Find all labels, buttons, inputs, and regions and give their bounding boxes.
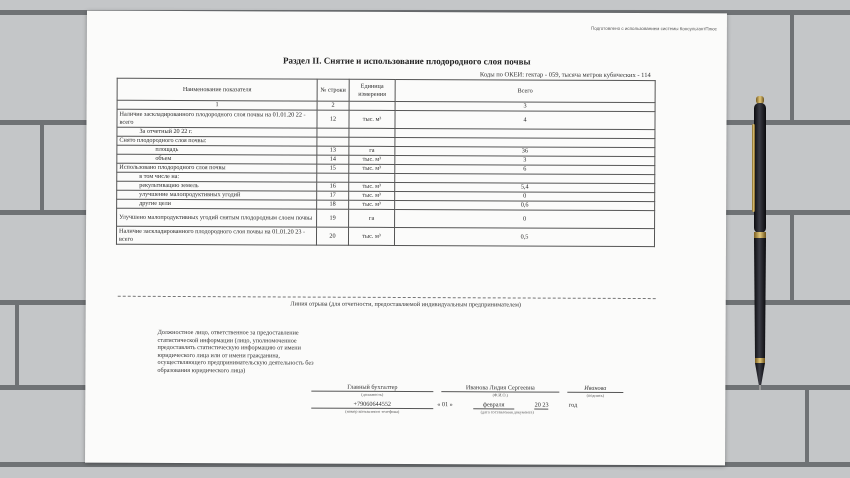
row-no <box>317 173 349 182</box>
row-total: 36 <box>395 146 655 156</box>
row-unit <box>349 137 395 146</box>
table-header-row <box>117 78 655 102</box>
name-value: Иванова Лидия Сергеевна <box>441 384 559 393</box>
table-row <box>117 109 655 129</box>
row-no: 12 <box>317 110 349 128</box>
row-no: 17 <box>317 191 349 200</box>
row-no: 16 <box>317 182 349 191</box>
document-sheet <box>85 11 727 466</box>
row-name: Использовано плодородного слоя почвы <box>117 163 317 173</box>
date-month: февраля <box>473 401 515 409</box>
row-total: 0 <box>395 191 655 201</box>
col-header-unit: Единица измерения <box>349 79 395 101</box>
row-no: 20 <box>316 227 348 245</box>
col-header-name: Наименование показателя <box>117 78 317 101</box>
wall-joint <box>790 210 794 300</box>
row-no: 18 <box>317 200 349 209</box>
row-unit: тыс. м³ <box>348 227 394 245</box>
row-no: 15 <box>317 164 349 173</box>
phone-field <box>311 401 433 415</box>
row-unit: га <box>349 146 395 155</box>
row-unit: тыс. м³ <box>349 200 395 209</box>
row-name: объем <box>117 154 317 164</box>
row-no <box>317 137 349 146</box>
wall-joint <box>790 12 794 120</box>
row-no: 19 <box>317 209 349 227</box>
signature-field <box>567 385 623 398</box>
date-year: 20 23 <box>534 401 549 409</box>
col-header-total: Всего <box>395 79 655 102</box>
row-total: 5,4 <box>395 182 655 192</box>
wall-joint <box>40 120 44 210</box>
row-name: Улучшено малопродуктивных угодий снятым плодородным слоем почвы <box>117 208 317 227</box>
pen <box>748 96 772 392</box>
pen-icon <box>748 96 772 392</box>
position-value: Главный бухгалтер <box>311 384 433 393</box>
row-no: 14 <box>317 155 349 164</box>
okei-codes: Коды по ОКЕИ: гектар - 059, тысяча метров кубических - 114 <box>479 71 651 80</box>
row-name: За отчетный 20 22 г. <box>117 127 317 137</box>
column-number: 3 <box>395 101 655 111</box>
position-field <box>311 384 433 398</box>
column-number: 2 <box>317 101 349 110</box>
cut-line <box>118 296 656 299</box>
row-unit: тыс. м³ <box>349 164 395 173</box>
row-unit <box>349 173 395 182</box>
row-unit: тыс. м³ <box>349 191 395 200</box>
row-name: в том числе на: <box>117 172 317 182</box>
wall-joint <box>15 300 19 385</box>
row-name: Наличие заскладированного плодородного слоя почвы на 01.01.20 23 - всего <box>116 226 316 245</box>
row-total: 0 <box>395 209 655 228</box>
header-note: Подготовлено с использованием системы КонсультантПлюс <box>590 25 717 32</box>
row-name: другие цели <box>117 199 317 209</box>
date-field <box>437 401 577 415</box>
table-row <box>116 226 654 246</box>
date-suffix: год <box>568 401 578 409</box>
row-no: 13 <box>317 146 349 155</box>
row-name: Снято плодородного слоя почвы: <box>117 136 317 146</box>
row-unit: тыс. м³ <box>349 155 395 164</box>
date-caption: (дата составления документа) <box>480 409 534 415</box>
signature-caption: (подпись) <box>586 392 605 398</box>
phone-value: +79060644552 <box>311 401 433 410</box>
col-header-row-no: № строки <box>317 79 349 101</box>
position-caption: (должность) <box>361 391 384 397</box>
row-name: рекультивацию земель <box>117 181 317 191</box>
row-unit: тыс. м³ <box>349 110 395 128</box>
signature-value: Иванова <box>567 385 623 393</box>
table-row <box>117 208 655 228</box>
row-total: 6 <box>395 164 655 174</box>
name-field <box>441 384 559 398</box>
section-title: Раздел II. Снятие и использование плодородного слоя почвы <box>282 55 531 67</box>
row-name: площадь <box>117 145 317 155</box>
date-day: « 01 » <box>437 401 453 409</box>
wall-joint <box>805 385 809 462</box>
row-unit: тыс. м³ <box>349 182 395 191</box>
phone-caption: (номер контактного телефона) <box>345 408 400 414</box>
data-table <box>116 78 656 247</box>
row-total: 0,5 <box>394 227 654 246</box>
row-total: 0,6 <box>395 200 655 210</box>
row-name: улучшение малопродуктивных угодий <box>117 190 317 200</box>
row-total: 4 <box>395 110 655 129</box>
official-description: Должностное лицо, ответственное за предоставление статистической информации (лицо, уполномоченное предоставлять статистическую информацию от имени юридического лица или от имени гражданина, осуществляющего предпринимательскую деятельность без образования юридического лица) <box>157 328 314 375</box>
row-no <box>317 128 349 137</box>
row-unit <box>349 128 395 137</box>
cut-line-label: Линия отрыва (для отчетности, предоставляемой индивидуальным предпринимателем) <box>290 300 522 309</box>
column-number <box>349 101 395 110</box>
row-total: 3 <box>395 155 655 165</box>
row-name: Наличие заскладированного плодородного слоя почвы на 01.01.20 22 - всего <box>117 109 317 128</box>
column-number: 1 <box>117 100 317 110</box>
row-unit: га <box>349 209 395 227</box>
name-caption: (Ф.И.О.) <box>492 392 508 398</box>
